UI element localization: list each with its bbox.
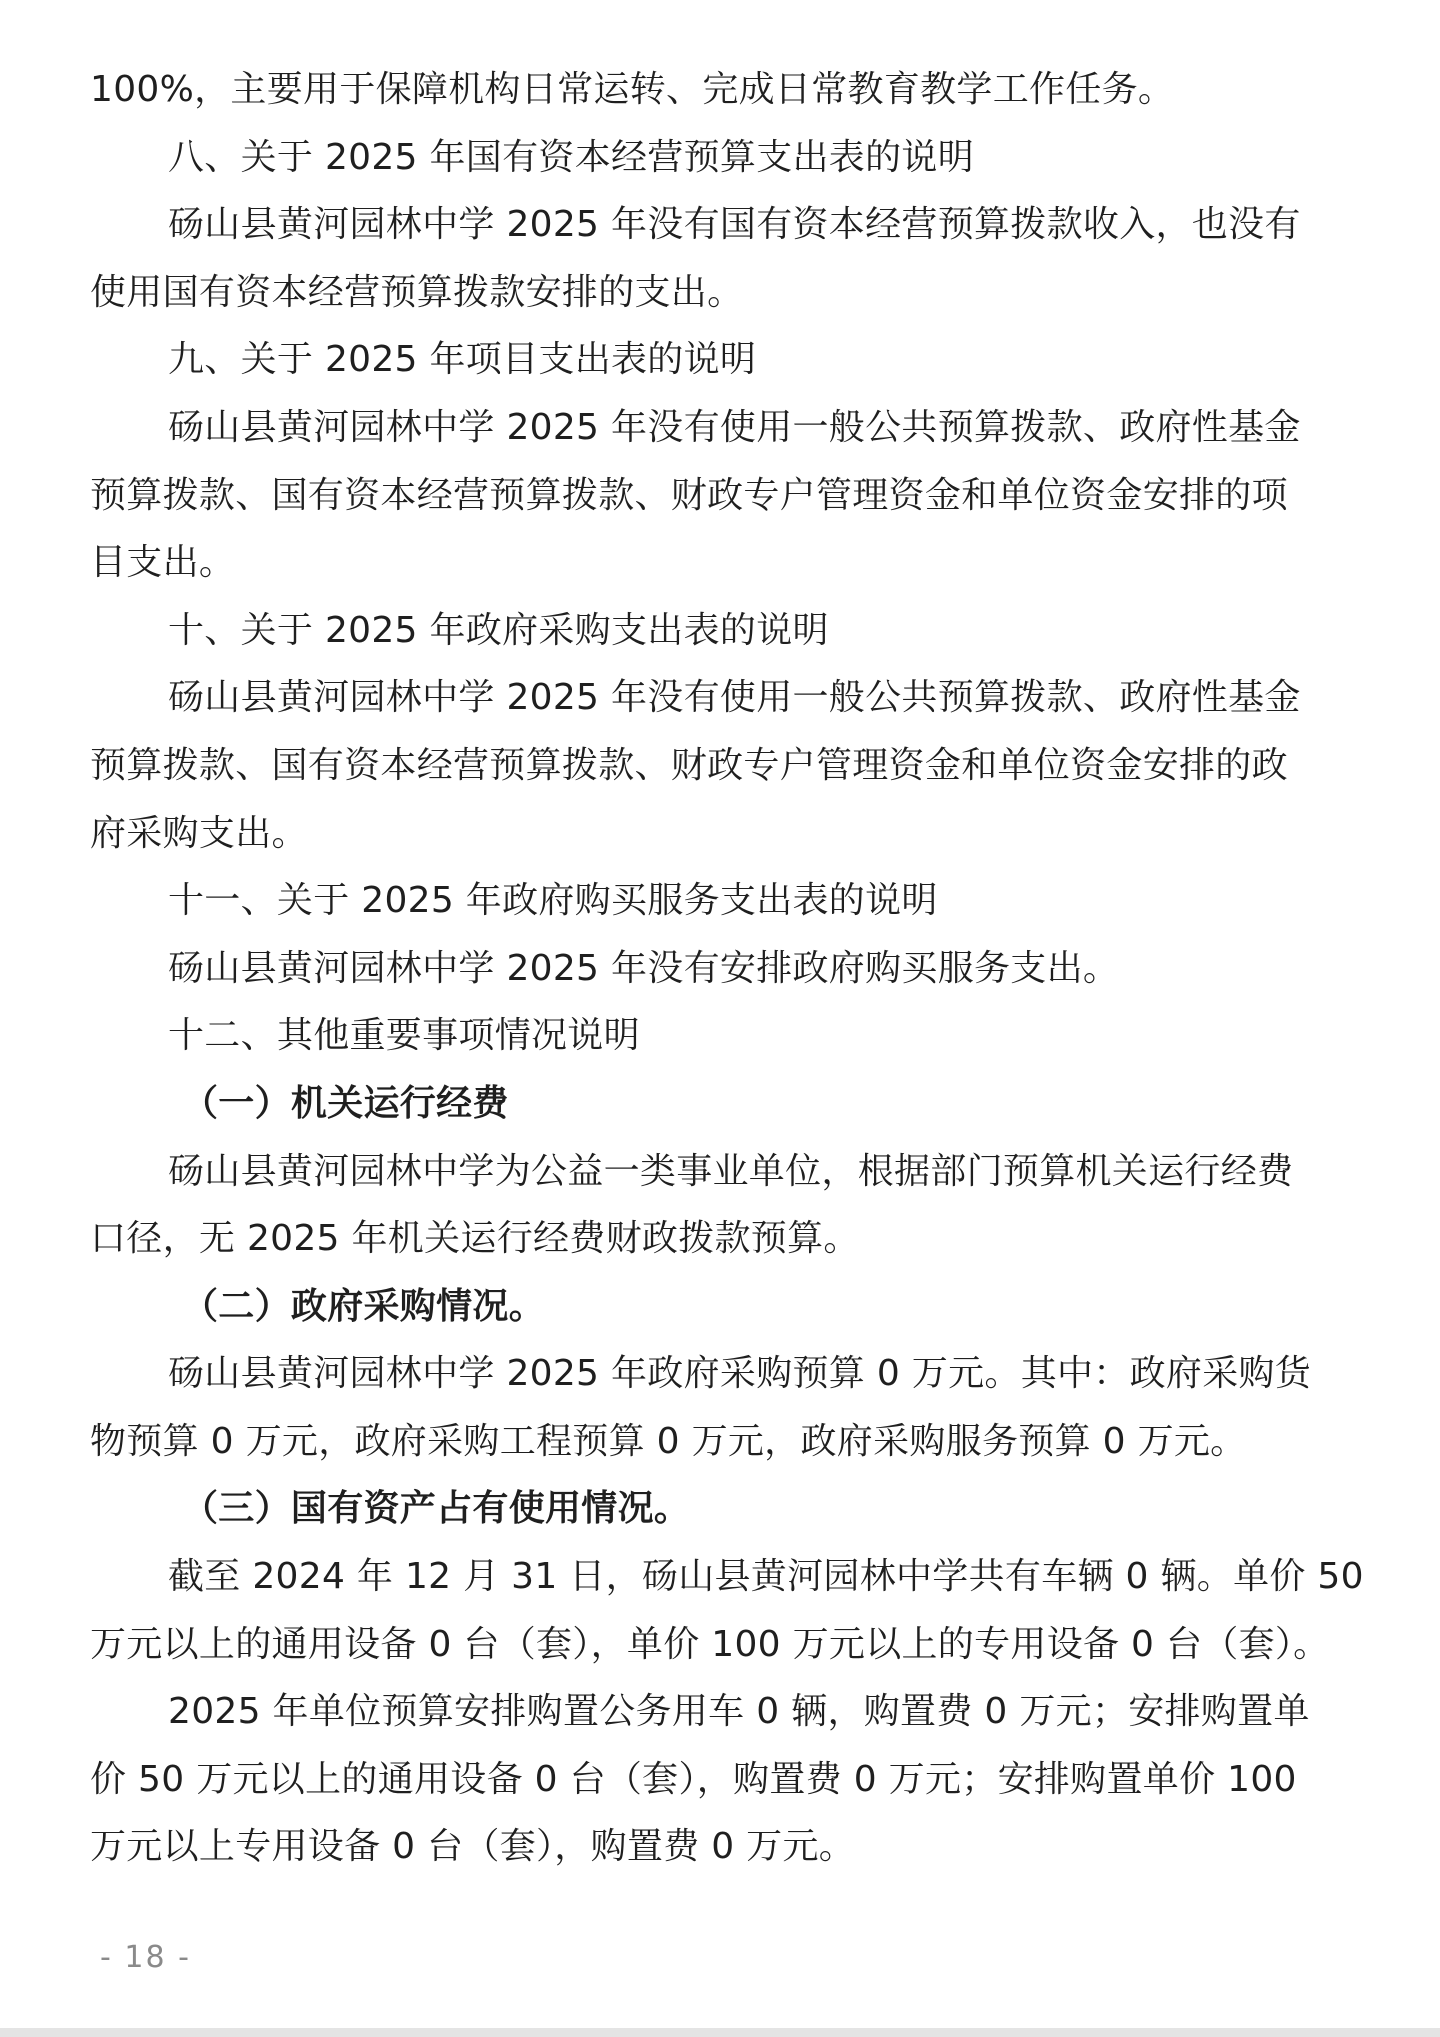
text-line: 万元以上的通用设备 0 台（套），单价 100 万元以上的专用设备 0 台（套）。 [90,1623,1330,1665]
text-line: 砀山县黄河园林中学为公益一类事业单位，根据部门预算机关运行经费 [168,1150,1294,1192]
section-subheading: （三）国有资产占有使用情况。 [182,1488,691,1530]
text-line: 砀山县黄河园林中学 2025 年没有国有资本经营预算拨款收入，也没有 [168,204,1301,246]
text-line: 九、关于 2025 年项目支出表的说明 [168,339,757,381]
page-number: - 18 - [100,1940,191,1975]
text-line: 十、关于 2025 年政府采购支出表的说明 [168,609,829,651]
text-line: 万元以上专用设备 0 台（套），购置费 0 万元。 [90,1826,856,1868]
text-line: 砀山县黄河园林中学 2025 年没有使用一般公共预算拨款、政府性基金 [168,406,1301,448]
text-line: 砀山县黄河园林中学 2025 年没有使用一般公共预算拨款、政府性基金 [168,677,1301,719]
text-line: 口径，无 2025 年机关运行经费财政拨款预算。 [90,1218,860,1260]
text-line: 砀山县黄河园林中学 2025 年没有安排政府购买服务支出。 [168,947,1120,989]
text-line: 2025 年单位预算安排购置公务用车 0 辆，购置费 0 万元；安排购置单 [168,1691,1310,1733]
text-line: 目支出。 [90,542,236,584]
text-line: 八、关于 2025 年国有资本经营预算支出表的说明 [168,136,975,178]
text-line: 100%，主要用于保障机构日常运转、完成日常教育教学工作任务。 [90,69,1175,110]
text-line: 物预算 0 万元，政府采购工程预算 0 万元，政府采购服务预算 0 万元。 [90,1420,1247,1462]
section-subheading: （一）机关运行经费 [182,1082,509,1124]
document-body [90,56,1370,1881]
text-line: 使用国有资本经营预算拨款安排的支出。 [90,271,744,313]
text-line: 预算拨款、国有资本经营预算拨款、财政专户管理资金和单位资金安排的政 [90,744,1288,786]
text-line: 十二、其他重要事项情况说明 [168,1015,640,1057]
page-bottom-edge [0,2028,1440,2037]
text-line: 价 50 万元以上的通用设备 0 台（套），购置费 0 万元；安排购置单价 100 [90,1758,1297,1800]
text-line: 砀山县黄河园林中学 2025 年政府采购预算 0 万元。其中：政府采购货 [168,1353,1312,1395]
section-subheading: （二）政府采购情况。 [182,1285,546,1327]
text-line: 府采购支出。 [90,812,308,854]
text-line: 截至 2024 年 12 月 31 日，砀山县黄河园林中学共有车辆 0 辆。单价 50 [168,1556,1364,1598]
text-line: 预算拨款、国有资本经营预算拨款、财政专户管理资金和单位资金安排的项 [90,474,1288,516]
text-line: 十一、关于 2025 年政府购买服务支出表的说明 [168,880,938,922]
